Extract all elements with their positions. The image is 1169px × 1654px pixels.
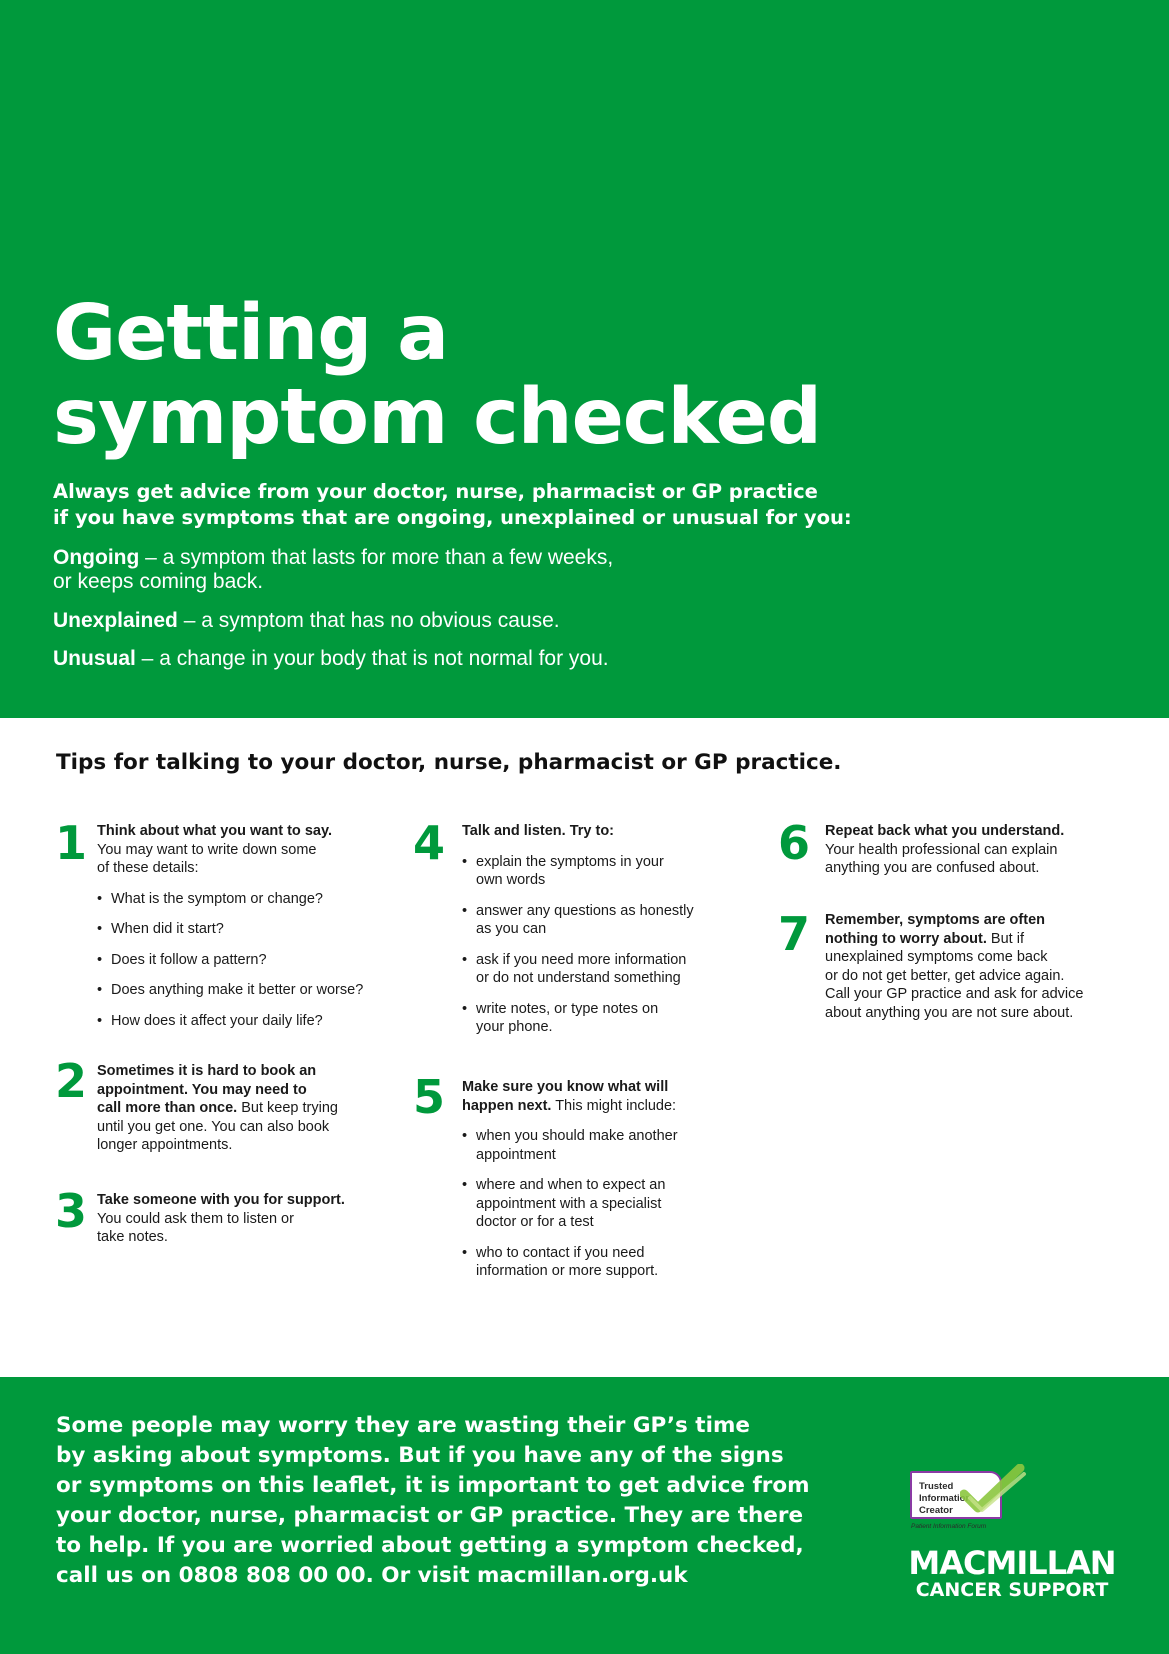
definition-text: – a change in your body that is not normal for you. xyxy=(135,647,609,670)
definition-line xyxy=(53,609,733,633)
tip-line xyxy=(97,1099,387,1118)
logo-line: MACMILLAN xyxy=(908,1544,1116,1582)
list-item xyxy=(462,1127,732,1164)
definition-text: – a symptom that has no obvious cause. xyxy=(177,609,560,632)
tip-number: 7 xyxy=(778,907,811,961)
list-item-text: your phone. xyxy=(476,1019,553,1035)
tip-heading: call more than once. xyxy=(97,1100,238,1116)
checkmark-icon xyxy=(960,1464,1030,1522)
footer-line: to help. If you are worried about getting a symptom checked, xyxy=(56,1533,804,1558)
tip-number: 6 xyxy=(778,816,811,870)
list-item-text: • answer any questions as honestly xyxy=(476,902,694,919)
intro-line: if you have symptoms that are ongoing, unexplained or unusual for you: xyxy=(53,506,852,529)
list-item-text: or do not understand something xyxy=(476,970,681,986)
tip-heading: happen next. xyxy=(462,1097,552,1114)
list-item-text: own words xyxy=(476,872,546,888)
list-item-text: • When did it start? xyxy=(111,921,224,937)
tip-text: This might include: xyxy=(551,1097,677,1114)
tip-heading: nothing to worry about. xyxy=(825,930,987,947)
list-item-text: • write notes, or type notes on xyxy=(476,1000,659,1017)
tip-body xyxy=(97,1191,387,1247)
list-item-text: doctor or for a test xyxy=(476,1214,594,1230)
tip-body xyxy=(97,822,397,1042)
list-item-text: • explain the symptoms in your xyxy=(476,853,664,870)
list-item xyxy=(462,1244,732,1281)
tip-line xyxy=(825,930,1125,949)
definition-term: Unexplained xyxy=(53,609,178,632)
tip-heading: appointment. You may need to xyxy=(97,1081,307,1098)
tip-text: anything you are confused about. xyxy=(825,860,1040,876)
footer-text xyxy=(56,1411,816,1591)
tip-bullet-list xyxy=(462,853,732,1037)
list-item xyxy=(462,902,732,939)
tip-text: until you get one. You can also book xyxy=(97,1118,330,1135)
tip-heading: Take someone with you for support. xyxy=(97,1192,345,1208)
tip-heading: Talk and listen. Try to: xyxy=(462,823,615,839)
list-item xyxy=(97,920,397,939)
definition-unexplained xyxy=(53,609,733,633)
tip-text: You may want to write down some xyxy=(97,841,317,858)
tip-text: But keep trying xyxy=(237,1100,338,1116)
tip-line xyxy=(462,1097,732,1116)
tip-number: 4 xyxy=(413,816,446,870)
hero-banner xyxy=(0,0,1169,718)
footer-line: Some people may worry they are wasting their GP’s time xyxy=(56,1413,750,1438)
list-item-text: • How does it affect your daily life? xyxy=(111,1012,323,1029)
tip-text: You could ask them to listen or xyxy=(97,1210,294,1227)
list-item-text: appointment xyxy=(476,1146,556,1163)
badge-subtext: Patient Information Forum xyxy=(911,1523,987,1530)
definition-text: – a symptom that lasts for more than a few weeks, xyxy=(139,546,614,569)
trusted-information-creator-badge xyxy=(910,1468,1006,1532)
tip-bullet-list xyxy=(97,890,397,1031)
tip-body xyxy=(825,822,1125,878)
list-item-text: • Does anything make it better or worse? xyxy=(111,982,364,998)
intro-line: Always get advice from your doctor, nurse, pharmacist or GP practice xyxy=(53,480,818,503)
list-item xyxy=(97,951,397,970)
footer-line: by asking about symptoms. But if you have any of the signs xyxy=(56,1443,784,1468)
badge-label-line: Information xyxy=(919,1493,972,1504)
definition-term: Ongoing xyxy=(53,546,140,569)
footer-banner xyxy=(0,1377,1169,1654)
tip-text: of these details: xyxy=(97,860,199,876)
macmillan-logo xyxy=(902,1544,1122,1601)
definition-term: Unusual xyxy=(53,647,136,670)
list-item xyxy=(462,1176,732,1232)
footer-line: your doctor, nurse, pharmacist or GP practice. They are there xyxy=(56,1503,804,1528)
tip-body xyxy=(825,911,1125,1022)
definition-line xyxy=(53,647,733,671)
tip-text: about anything you are not sure about. xyxy=(825,1004,1074,1021)
tip-text: But if xyxy=(986,930,1024,947)
logo-line: CANCER SUPPORT xyxy=(915,1579,1109,1601)
tip-heading: Think about what you want to say. xyxy=(97,823,332,839)
list-item-text: as you can xyxy=(476,921,547,937)
list-item xyxy=(97,981,397,1000)
tip-bullet-list xyxy=(462,1127,732,1281)
tip-number: 2 xyxy=(55,1054,88,1108)
badge-label-line: Creator xyxy=(919,1505,953,1516)
tip-text: take notes. xyxy=(97,1229,168,1245)
page-title-line: symptom checked xyxy=(53,373,821,462)
tip-heading: Make sure you know what will xyxy=(462,1079,669,1095)
tip-body xyxy=(462,822,732,1049)
footer-line: or symptoms on this leaflet, it is important to get advice from xyxy=(56,1473,810,1498)
tip-text: longer appointments. xyxy=(97,1137,233,1153)
list-item xyxy=(97,890,397,909)
tip-text: Your health professional can explain xyxy=(825,841,1058,858)
list-item-text: • who to contact if you need xyxy=(476,1244,645,1261)
list-item-text: information or more support. xyxy=(476,1263,659,1279)
page-title xyxy=(53,289,821,462)
list-item xyxy=(462,951,732,988)
list-item-text: • where and when to expect an xyxy=(476,1177,666,1193)
list-item xyxy=(462,853,732,890)
intro-text xyxy=(53,479,853,531)
list-item-text: • when you should make another xyxy=(476,1128,678,1144)
tip-body xyxy=(462,1078,732,1293)
tip-text: unexplained symptoms come back xyxy=(825,949,1048,965)
tip-heading: Repeat back what you understand. xyxy=(825,823,1065,839)
definition-line xyxy=(53,546,733,570)
tip-text: Call your GP practice and ask for advice xyxy=(825,986,1084,1002)
tip-text: or do not get better, get advice again. xyxy=(825,967,1065,984)
list-item-text: • ask if you need more information xyxy=(476,951,687,968)
list-item-text: appointment with a specialist xyxy=(476,1195,662,1212)
tip-number: 5 xyxy=(413,1070,446,1124)
footer-line: call us on 0808 808 00 00. Or visit macmillan.org.uk xyxy=(56,1563,688,1588)
definition-ongoing xyxy=(53,546,733,594)
list-item xyxy=(97,1012,397,1031)
definition-unusual xyxy=(53,647,733,671)
list-item-text: • What is the symptom or change? xyxy=(111,890,323,907)
list-item xyxy=(462,1000,732,1037)
tips-heading: Tips for talking to your doctor, nurse, pharmacist or GP practice. xyxy=(56,750,842,775)
tip-heading: Sometimes it is hard to book an xyxy=(97,1063,317,1079)
tip-body xyxy=(97,1062,387,1155)
page-title-line: Getting a xyxy=(53,289,449,378)
tip-number: 3 xyxy=(55,1184,88,1238)
definition-text: or keeps coming back. xyxy=(53,570,264,593)
tip-number: 1 xyxy=(55,816,88,870)
badge-label-line: Trusted xyxy=(919,1481,954,1492)
list-item-text: • Does it follow a pattern? xyxy=(111,951,267,968)
tip-heading: Remember, symptoms are often xyxy=(825,912,1045,928)
